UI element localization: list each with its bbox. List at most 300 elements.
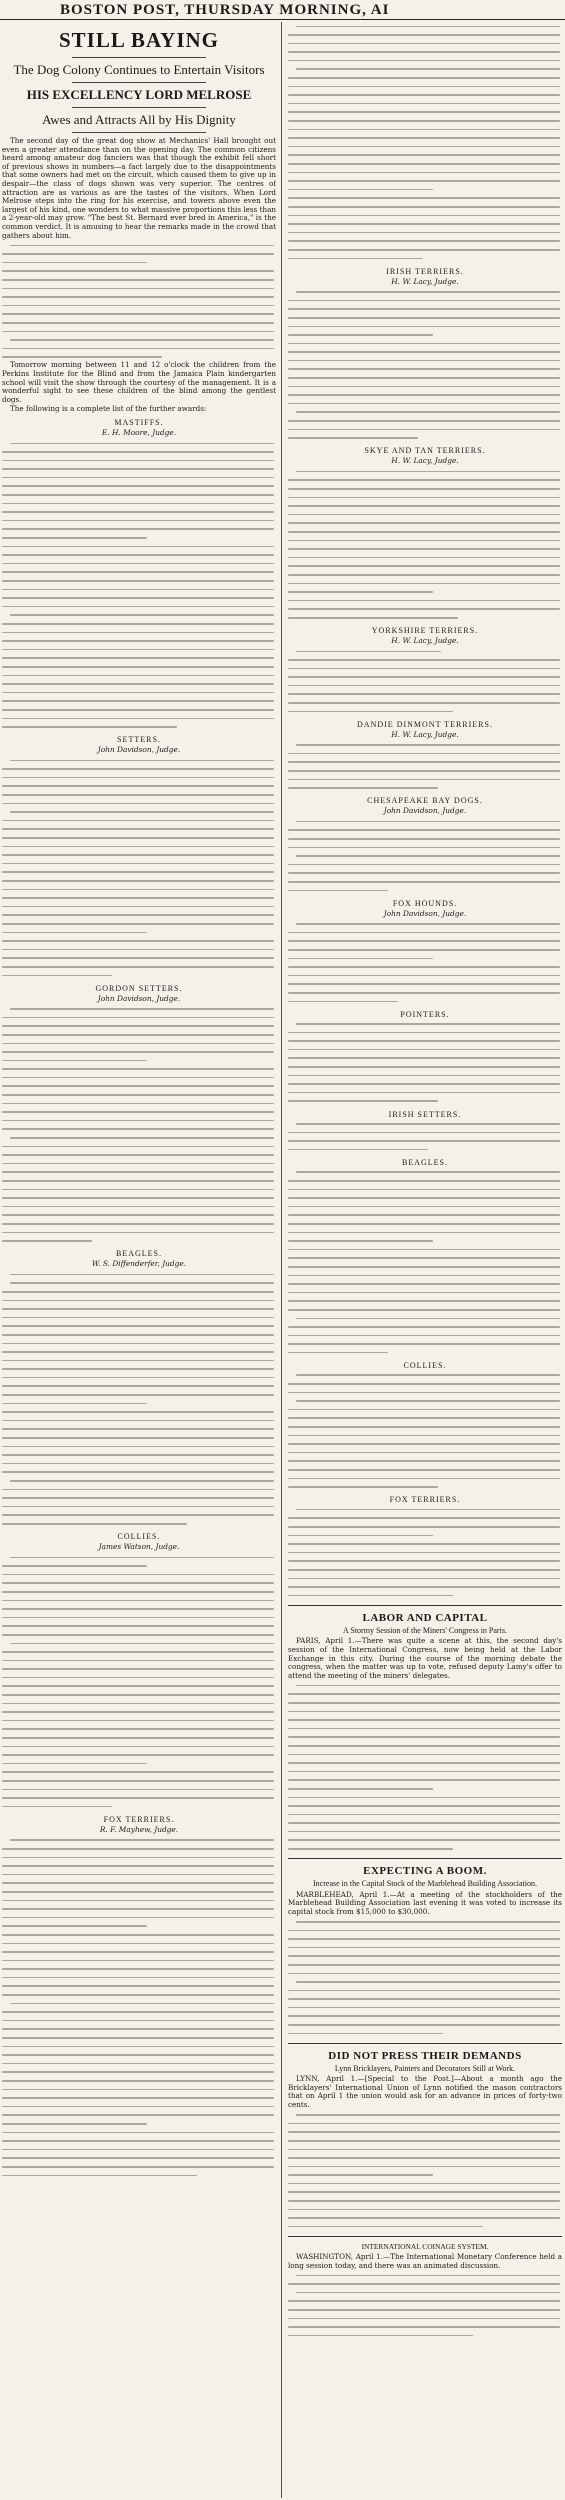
text-line — [288, 1935, 562, 1944]
text-line — [2, 293, 276, 302]
text-line — [288, 356, 562, 365]
text-line — [2, 611, 276, 620]
text-line — [288, 2323, 562, 2332]
awards-text-block — [2, 439, 276, 731]
text-line — [2, 1099, 276, 1108]
text-line — [288, 1054, 562, 1063]
text-line — [288, 2188, 562, 2197]
text-line — [288, 1348, 562, 1357]
text-line — [2, 1134, 276, 1143]
text-line — [288, 1185, 562, 1194]
text-line — [2, 645, 276, 654]
text-line — [288, 1827, 562, 1836]
text-line — [2, 1553, 276, 1562]
text-line — [2, 1939, 276, 1948]
text-line — [2, 954, 276, 963]
text-line — [288, 485, 562, 494]
text-line — [2, 542, 276, 551]
text-line — [288, 1466, 562, 1475]
text-line — [288, 1978, 562, 1987]
text-line — [288, 185, 562, 194]
text-line — [2, 473, 276, 482]
headline: STILL BAYING — [58, 28, 220, 52]
text-line — [288, 502, 562, 511]
text-line — [288, 1565, 562, 1574]
text-line — [2, 1322, 276, 1331]
text-line — [2, 1485, 276, 1494]
text-line — [2, 1648, 276, 1657]
text-line — [288, 1483, 562, 1492]
text-line — [2, 336, 276, 345]
text-line — [2, 791, 276, 800]
text-line — [2, 834, 276, 843]
text-line — [2, 945, 276, 954]
section-title: SKYE AND TAN TERRIERS. — [364, 446, 486, 456]
text-line — [288, 656, 562, 665]
section-title: BEAGLES. — [116, 1249, 162, 1259]
text-line — [2, 1211, 276, 1220]
text-line — [2, 1896, 276, 1905]
text-line — [2, 276, 276, 285]
text-line — [288, 1917, 562, 1926]
text-line — [288, 228, 562, 237]
text-line — [2, 250, 276, 259]
text-line — [2, 1785, 276, 1794]
text-line — [288, 749, 562, 758]
text-line — [288, 1557, 562, 1566]
text-line — [288, 39, 562, 48]
text-line — [288, 305, 562, 314]
text-line — [2, 1065, 276, 1074]
text-line — [288, 1145, 562, 1154]
text-line — [288, 681, 562, 690]
text-line — [288, 22, 562, 31]
text-line — [2, 1930, 276, 1939]
text-line — [288, 1531, 562, 1540]
text-line — [288, 997, 562, 1006]
text-line — [288, 1371, 562, 1380]
text-line — [288, 31, 562, 40]
labor-subhead: A Stormy Session of the Miners' Congress in Paris. — [343, 1625, 507, 1635]
text-line — [288, 434, 562, 443]
text-line — [2, 773, 276, 782]
text-line — [2, 637, 276, 646]
text-line — [2, 2042, 276, 2051]
text-line — [288, 707, 562, 716]
text-line — [288, 562, 562, 571]
text-line — [2, 799, 276, 808]
text-line — [2, 551, 276, 560]
text-line — [2, 344, 276, 353]
text-line — [288, 1698, 562, 1707]
section-title: CHESAPEAKE BAY DOGS. — [367, 796, 483, 806]
text-line — [288, 467, 562, 476]
text-line — [2, 1673, 276, 1682]
text-line — [2, 491, 276, 500]
text-line — [2, 1853, 276, 1862]
labor-headline: LABOR AND CAPITAL — [362, 1611, 488, 1624]
text-line — [288, 2145, 562, 2154]
text-line — [2, 1468, 276, 1477]
text-line — [288, 296, 562, 305]
section-title: FOX HOUNDS. — [392, 898, 458, 908]
text-line — [2, 2051, 276, 2060]
text-line — [2, 688, 276, 697]
text-line — [2, 1587, 276, 1596]
text-line — [2, 1905, 276, 1914]
text-line — [2, 1459, 276, 1468]
text-line — [2, 1228, 276, 1237]
text-line — [2, 1048, 276, 1057]
text-line — [288, 1819, 562, 1828]
text-line — [288, 1088, 562, 1097]
section-judge: H. W. Lacy, Judge. — [391, 729, 459, 739]
text-line — [2, 1356, 276, 1365]
text-line — [288, 2162, 562, 2171]
text-line — [288, 664, 562, 673]
text-line — [288, 1120, 562, 1129]
text-line — [2, 1639, 276, 1648]
text-line — [2, 284, 276, 293]
text-line — [2, 1365, 276, 1374]
text-line — [288, 177, 562, 186]
text-line — [288, 920, 562, 929]
text-line — [2, 1948, 276, 1957]
text-line — [2, 1982, 276, 1991]
text-line — [288, 2214, 562, 2223]
text-line — [288, 2136, 562, 2145]
text-line — [2, 1613, 276, 1622]
text-line — [288, 690, 562, 699]
text-line — [2, 1391, 276, 1400]
text-line — [288, 1080, 562, 1089]
section-judge: H. W. Lacy, Judge. — [391, 456, 459, 466]
demands-subhead: Lynn Bricklayers, Painters and Decorators Still at Work. — [334, 2063, 516, 2073]
awards-text-block — [288, 647, 562, 716]
text-line — [288, 954, 562, 963]
text-line — [288, 1305, 562, 1314]
text-line — [2, 1802, 276, 1811]
demands-paragraph: LYNN, April 1.—[Special to the Post.]—About a month ago the Bricklayers' International Union of Lynn notified the mason contractors that on April 1 the union would ask for an advance in prices of forty-two cents. — [288, 2074, 562, 2110]
text-line — [288, 2222, 562, 2231]
text-line — [2, 2102, 276, 2111]
text-line — [2, 568, 276, 577]
text-line — [288, 1448, 562, 1457]
text-line — [2, 1082, 276, 1091]
text-line — [2, 962, 276, 971]
demands-headline: DID NOT PRESS THEIR DEMANDS — [328, 2049, 522, 2062]
text-line — [288, 758, 562, 767]
text-line — [288, 425, 562, 434]
text-line — [2, 1630, 276, 1639]
text-line — [288, 2128, 562, 2137]
text-line — [2, 911, 276, 920]
text-line — [288, 1397, 562, 1406]
text-line — [288, 1288, 562, 1297]
text-line — [288, 1995, 562, 2004]
text-line — [288, 339, 562, 348]
text-line — [288, 1423, 562, 1432]
section-judge: John Davidson, Judge. — [97, 993, 181, 1003]
text-line — [288, 288, 562, 297]
text-line — [2, 1279, 276, 1288]
text-line — [288, 963, 562, 972]
text-line — [288, 2314, 562, 2323]
coinage-headline: INTERNATIONAL COINAGE SYSTEM. — [361, 2241, 489, 2251]
text-line — [288, 160, 562, 169]
text-line — [288, 56, 562, 65]
text-line — [2, 577, 276, 586]
text-line — [2, 1056, 276, 1065]
text-line — [288, 928, 562, 937]
masthead: BOSTON POST, THURSDAY MORNING, AI — [0, 0, 565, 20]
text-line — [288, 1969, 562, 1978]
text-line — [288, 1237, 562, 1246]
text-line — [288, 860, 562, 869]
text-line — [288, 134, 562, 143]
text-line — [288, 1793, 562, 1802]
article-text-block — [288, 2111, 562, 2231]
text-line — [288, 2154, 562, 2163]
text-line — [2, 1751, 276, 1760]
subhead-dog-colony: The Dog Colony Continues to Entertain Visitors — [13, 62, 265, 77]
text-line — [2, 816, 276, 825]
text-line — [2, 258, 276, 267]
text-line — [288, 1784, 562, 1793]
text-line — [288, 1952, 562, 1961]
awards-text-block — [2, 756, 276, 979]
text-line — [2, 885, 276, 894]
text-line — [288, 1810, 562, 1819]
text-line — [2, 516, 276, 525]
text-line — [2, 1605, 276, 1614]
text-line — [288, 2306, 562, 2315]
awards-text-block — [288, 741, 562, 793]
text-line — [288, 1836, 562, 1845]
text-line — [2, 928, 276, 937]
text-line — [2, 1502, 276, 1511]
awards-text-block — [288, 467, 562, 622]
text-line — [288, 2111, 562, 2120]
awards-text-block — [2, 1553, 276, 1811]
text-line — [288, 108, 562, 117]
text-line — [288, 1228, 562, 1237]
text-line — [288, 570, 562, 579]
text-line — [2, 534, 276, 543]
text-line — [288, 536, 562, 545]
text-line — [2, 353, 276, 362]
text-line — [2, 1194, 276, 1203]
text-line — [288, 613, 562, 622]
text-line — [2, 1039, 276, 1048]
text-line — [2, 1691, 276, 1700]
text-line — [288, 1540, 562, 1549]
boom-paragraph: MARBLEHEAD, April 1.—At a meeting of the stockholders of the Marblehead Building Association last evening it was voted to increase its capital stock from $15,000 to $30,000. — [288, 1889, 562, 1916]
boom-subhead: Increase in the Capital Stock of the Marblehead Building Association. — [313, 1879, 537, 1889]
article-text-block — [288, 2271, 562, 2340]
text-line — [2, 456, 276, 465]
text-line — [288, 65, 562, 74]
text-line — [2, 825, 276, 834]
text-line — [288, 1028, 562, 1037]
text-line — [2, 1151, 276, 1160]
text-line — [288, 399, 562, 408]
text-line — [288, 211, 562, 220]
text-line — [2, 2162, 276, 2171]
text-line — [2, 697, 276, 706]
text-line — [2, 654, 276, 663]
text-line — [288, 2003, 562, 2012]
text-line — [288, 1960, 562, 1969]
text-line — [288, 1202, 562, 1211]
text-line — [2, 1836, 276, 1845]
text-line — [288, 1177, 562, 1186]
text-line — [288, 194, 562, 203]
text-line — [2, 1382, 276, 1391]
text-line — [288, 1776, 562, 1785]
section-judge: James Watson, Judge. — [98, 1542, 180, 1552]
awards-text-block — [2, 1836, 276, 2180]
text-line — [2, 1794, 276, 1803]
section-judge: John Davidson, Judge. — [383, 908, 467, 918]
text-line — [288, 1750, 562, 1759]
text-line — [288, 382, 562, 391]
text-line — [2, 602, 276, 611]
text-line — [2, 1013, 276, 1022]
text-line — [288, 826, 562, 835]
section-title: SETTERS. — [117, 735, 161, 745]
text-line — [288, 74, 562, 83]
text-line — [288, 1548, 562, 1557]
text-line — [2, 1511, 276, 1520]
article-paragraph: The second day of the great dog show at Mechanics' Hall brought out even a greater attendance than on the opening day. The common citizens heard among amateur dog fanciers was that though the exhibit fell short of previous shows in numbers—a fact largely due to the disappointments that some owners had met on the circuit, which caused them to give up in despair—the class of dogs shown was very superior. The centres of attraction are as various as are the tastes of the visitors. When Lord Melrose steps into the ring for his exercise, and towers above even the largest of his kind, one wonders to what massive proportions this less than a 2-year-old may grow. "The best St. Bernard ever bred in America," is the common verdict. It is amusing to hear the remarks made in the crowd that gathers about him. — [2, 136, 276, 240]
text-line — [2, 2077, 276, 2086]
text-line — [2, 1313, 276, 1322]
text-line — [2, 2085, 276, 2094]
text-line — [288, 1926, 562, 1935]
section-title: DANDIE DINMONT TERRIERS. — [357, 719, 493, 729]
text-line — [288, 493, 562, 502]
text-line — [288, 1707, 562, 1716]
text-line — [2, 1202, 276, 1211]
text-line — [2, 782, 276, 791]
subhead-awes: Awes and Attracts All by His Dignity — [42, 112, 236, 127]
text-line — [2, 808, 276, 817]
text-line — [288, 1297, 562, 1306]
text-line — [288, 605, 562, 614]
text-line — [288, 1194, 562, 1203]
article-text-block — [288, 1917, 562, 2037]
text-line — [288, 151, 562, 160]
right-column — [288, 22, 562, 2498]
article-text-block — [2, 241, 276, 361]
text-line — [2, 1451, 276, 1460]
text-line — [288, 2331, 562, 2340]
text-line — [2, 2111, 276, 2120]
text-line — [288, 220, 562, 229]
text-line — [288, 510, 562, 519]
text-line — [2, 2034, 276, 2043]
text-line — [2, 2128, 276, 2137]
text-line — [288, 1037, 562, 1046]
section-title: GORDON SETTERS. — [95, 983, 183, 993]
text-line — [288, 417, 562, 426]
text-line — [288, 775, 562, 784]
text-line — [2, 765, 276, 774]
text-line — [2, 671, 276, 680]
text-line — [2, 1768, 276, 1777]
text-line — [2, 301, 276, 310]
text-line — [288, 980, 562, 989]
awards-text-block — [288, 920, 562, 1006]
text-line — [2, 1682, 276, 1691]
text-line — [288, 1168, 562, 1177]
text-line — [288, 869, 562, 878]
text-line — [2, 705, 276, 714]
text-line — [288, 2197, 562, 2206]
text-line — [2, 1656, 276, 1665]
awards-text-block — [288, 288, 562, 443]
text-line — [288, 1733, 562, 1742]
text-line — [288, 1514, 562, 1523]
text-line — [2, 1965, 276, 1974]
text-line — [2, 1425, 276, 1434]
text-line — [288, 2171, 562, 2180]
text-line — [288, 852, 562, 861]
text-line — [2, 859, 276, 868]
text-line — [2, 714, 276, 723]
article-paragraph: Tomorrow morning between 11 and 12 o'clock the children from the Perkins Institute for the Blind and from the Jamaica Plain kindergarten school will visit the show through the courtesy of the management. It is a wonderful sight to see these children of the blind among the gentlest dogs. — [2, 360, 276, 404]
text-line — [2, 1879, 276, 1888]
text-line — [288, 348, 562, 357]
article-text-block — [288, 1681, 562, 1853]
text-line — [288, 1020, 562, 1029]
text-line — [288, 408, 562, 417]
text-line — [2, 1022, 276, 1031]
text-line — [288, 1741, 562, 1750]
section-title: POINTERS. — [400, 1009, 450, 1019]
text-line — [288, 817, 562, 826]
text-line — [2, 619, 276, 628]
text-line — [2, 241, 276, 250]
text-line — [288, 1211, 562, 1220]
text-line — [288, 2029, 562, 2038]
text-line — [2, 310, 276, 319]
text-line — [288, 476, 562, 485]
text-line — [2, 1348, 276, 1357]
text-line — [288, 1986, 562, 1995]
text-line — [288, 545, 562, 554]
text-line — [2, 1116, 276, 1125]
section-judge: R. F. Mayhew, Judge. — [99, 1824, 179, 1834]
labor-paragraph: PARIS, April 1.—There was quite a scene at this, the second day's session of the International Congress, now being held at the Labor Exchange in this city. During the course of the morning debate the congress, when the matter was up to vote, refused deputy Lamy's offer to attend the meeting of the miners' delegates. — [288, 1636, 562, 1680]
text-line — [288, 2288, 562, 2297]
text-line — [288, 1245, 562, 1254]
text-line — [288, 1097, 562, 1106]
text-line — [288, 588, 562, 597]
text-line — [288, 886, 562, 895]
text-line — [2, 559, 276, 568]
text-line — [288, 1280, 562, 1289]
text-line — [2, 680, 276, 689]
text-line — [288, 1759, 562, 1768]
text-line — [2, 499, 276, 508]
text-line — [288, 1505, 562, 1514]
awards-text-block — [288, 1020, 562, 1106]
text-line — [288, 2119, 562, 2128]
text-line — [288, 647, 562, 656]
text-line — [288, 1802, 562, 1811]
